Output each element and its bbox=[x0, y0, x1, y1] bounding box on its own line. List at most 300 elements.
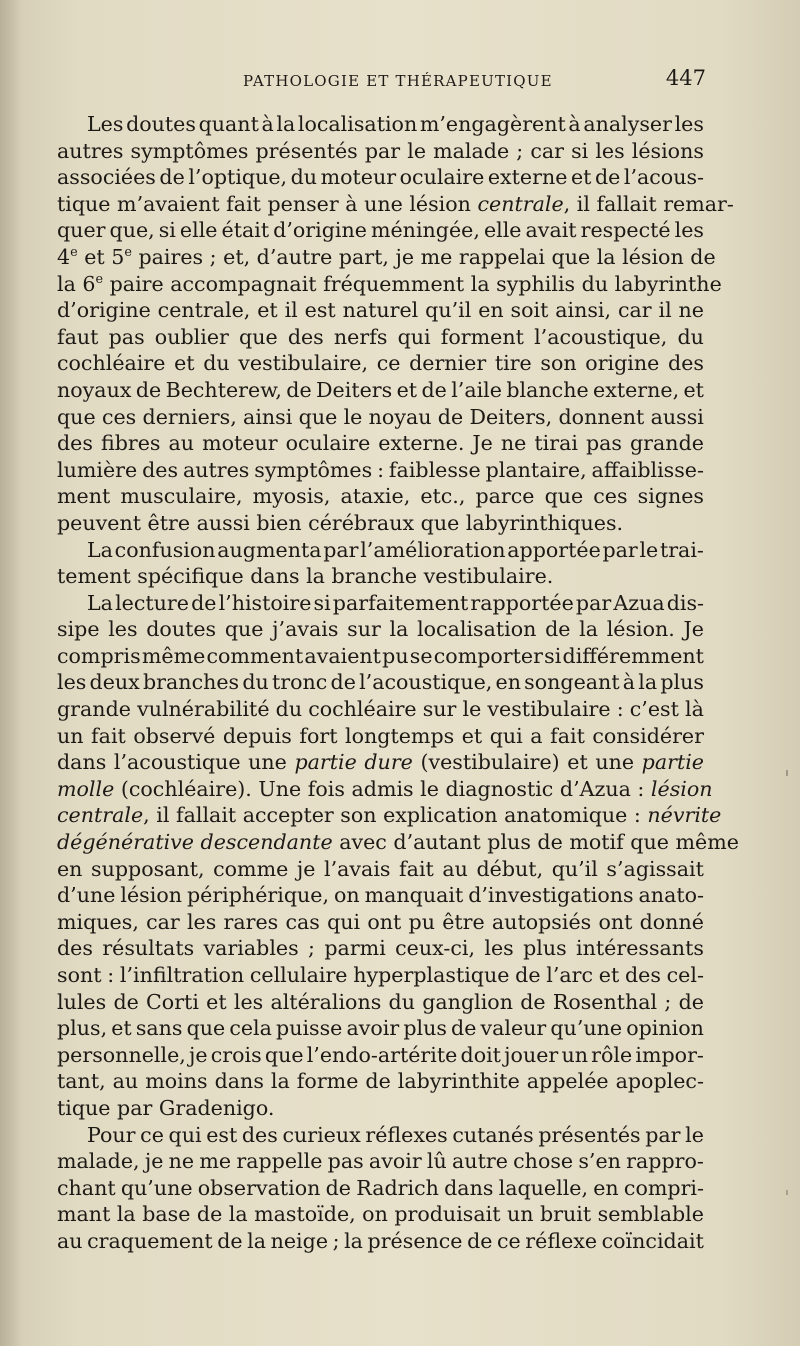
text-word: Deiters bbox=[316, 377, 393, 402]
text-word: cellulaire bbox=[249, 963, 348, 987]
text-word: donnent bbox=[558, 404, 645, 429]
text-word: tire bbox=[494, 351, 532, 376]
text-word: en bbox=[593, 1175, 619, 1200]
text-word: avaient bbox=[304, 643, 381, 668]
text-word: que bbox=[264, 1042, 304, 1067]
text-word: je bbox=[189, 1042, 208, 1067]
text-line bbox=[57, 669, 704, 696]
text-line bbox=[57, 882, 704, 909]
text-line bbox=[57, 590, 704, 617]
text-word: variables bbox=[203, 936, 299, 961]
text-word: plus bbox=[523, 936, 567, 961]
text-word: mastoïde, bbox=[254, 1202, 356, 1227]
text-word: du bbox=[275, 697, 303, 722]
text-line bbox=[57, 138, 704, 165]
text-word: l’avais bbox=[324, 856, 391, 881]
text-word: tant, bbox=[57, 1069, 106, 1094]
text-word: plus bbox=[660, 670, 704, 695]
text-word: observé bbox=[133, 723, 216, 748]
text-word: malade, bbox=[57, 1149, 140, 1174]
text-line bbox=[57, 962, 704, 989]
text-word: pu bbox=[408, 909, 435, 934]
text-word: : bbox=[107, 963, 115, 987]
text-word: qu’une bbox=[550, 1016, 623, 1041]
text-word: ce bbox=[497, 1228, 521, 1253]
text-word: lû bbox=[426, 1149, 447, 1174]
text-word: Les bbox=[87, 112, 124, 136]
text-word: la bbox=[116, 1202, 136, 1227]
text-word: doit bbox=[460, 1042, 501, 1067]
text-word: songeant bbox=[524, 670, 620, 695]
text-word: méningée, bbox=[370, 218, 480, 243]
text-word: origine bbox=[585, 351, 660, 376]
text-word: grande bbox=[57, 697, 131, 722]
text-word: de bbox=[678, 989, 704, 1014]
text-word: cochléaire bbox=[308, 697, 417, 722]
text-word: l’acoustique, bbox=[359, 670, 493, 695]
text-word: réflexes bbox=[365, 1122, 448, 1147]
text-segment: la 6 bbox=[57, 271, 96, 296]
italic-text: névrite bbox=[647, 803, 722, 828]
text-word: qui bbox=[397, 324, 431, 349]
text-word: périphérique, bbox=[186, 883, 329, 908]
text-word: ont bbox=[367, 909, 402, 934]
text-segment: (cochléaire). Une fois admis le diagnostic d’Azua : bbox=[114, 776, 651, 801]
text-segment: dans l’acoustique une bbox=[57, 750, 295, 775]
text-word: bruit bbox=[540, 1202, 592, 1227]
italic-text: centrale bbox=[477, 191, 564, 216]
text-word: Je bbox=[683, 617, 704, 642]
text-word: si bbox=[544, 643, 562, 668]
text-word: naturel bbox=[342, 298, 419, 323]
text-word: valeur bbox=[480, 1016, 547, 1041]
text-word: l’aile bbox=[451, 377, 502, 402]
text-word: lumière bbox=[57, 457, 138, 482]
text-word: l’arc bbox=[546, 963, 594, 987]
text-word: les bbox=[484, 936, 514, 961]
text-line bbox=[57, 111, 704, 138]
text-word: qu’il bbox=[551, 856, 598, 881]
text-word: si bbox=[571, 138, 589, 163]
text-word: que bbox=[239, 324, 278, 349]
text-segment: , il fallait remar- bbox=[563, 191, 734, 216]
text-word: j’avais bbox=[272, 617, 339, 642]
text-segment: (vestibulaire) et une bbox=[412, 750, 642, 775]
text-segment: peuvent être aussi bien cérébraux que labyrinthiques. bbox=[57, 510, 624, 535]
text-word: de bbox=[191, 590, 217, 615]
text-line bbox=[57, 696, 704, 723]
text-word: présentés bbox=[538, 1122, 641, 1147]
text-word: appelée bbox=[526, 1069, 609, 1094]
text-word: fort bbox=[299, 723, 338, 748]
text-word: supposant, bbox=[91, 856, 205, 881]
text-word: à bbox=[261, 112, 274, 136]
text-word: avoir bbox=[368, 1149, 422, 1174]
text-word: myosis, bbox=[252, 484, 331, 509]
text-line bbox=[57, 537, 704, 564]
text-word: externe, bbox=[593, 377, 680, 402]
superscript: e bbox=[124, 245, 132, 261]
text-word: cutanés bbox=[452, 1122, 534, 1147]
text-word: présentés bbox=[255, 138, 358, 163]
text-word: l’infiltration bbox=[119, 963, 245, 987]
page-gutter-shadow bbox=[0, 0, 22, 1346]
text-word: autres bbox=[182, 457, 250, 482]
text-word: le bbox=[462, 697, 482, 722]
text-word: des bbox=[57, 431, 93, 456]
italic-text: centrale bbox=[57, 803, 144, 828]
text-line bbox=[57, 909, 704, 936]
text-word: ne bbox=[678, 298, 704, 323]
text-word: je bbox=[296, 856, 316, 881]
text-word: m’engagèrent bbox=[419, 112, 566, 136]
text-line bbox=[57, 1201, 704, 1228]
text-word: personnelle, bbox=[57, 1042, 186, 1067]
text-word: l’amélioration bbox=[360, 537, 506, 562]
text-word: crois bbox=[210, 1042, 262, 1067]
text-word: Pour bbox=[87, 1122, 136, 1147]
text-word: dernier bbox=[409, 351, 487, 376]
text-segment: paires ; et, d’autre part, je me rappelai que la lésion de bbox=[131, 244, 716, 269]
text-word: du bbox=[388, 989, 415, 1014]
text-word: la bbox=[276, 112, 296, 136]
text-word: vestibulaire, bbox=[238, 351, 369, 376]
text-word: depuis bbox=[222, 723, 292, 748]
text-word: manquait bbox=[364, 883, 464, 908]
text-word: ont bbox=[598, 909, 633, 934]
text-word: que bbox=[57, 404, 96, 429]
text-line bbox=[57, 510, 704, 537]
text-word: aussi bbox=[650, 404, 704, 429]
text-word: : bbox=[377, 457, 385, 482]
text-word: noyaux bbox=[57, 377, 132, 402]
text-word: faut bbox=[57, 324, 99, 349]
text-word: centrale, bbox=[157, 298, 251, 323]
text-word: de bbox=[286, 377, 312, 402]
italic-text: partie dure bbox=[294, 750, 413, 775]
text-line bbox=[57, 271, 722, 298]
text-word: plus, bbox=[57, 1016, 108, 1041]
text-word: considérer bbox=[592, 723, 704, 748]
body-text bbox=[57, 111, 739, 1255]
text-line bbox=[57, 430, 704, 457]
text-line bbox=[57, 749, 704, 776]
text-word: là bbox=[685, 697, 704, 722]
text-word: mant bbox=[57, 1202, 111, 1227]
text-word: semblable bbox=[597, 1202, 704, 1227]
text-word: vestibulaire bbox=[487, 697, 611, 722]
text-word: s’en bbox=[578, 1149, 621, 1174]
text-word: à bbox=[622, 670, 636, 695]
text-word: plus bbox=[403, 1016, 447, 1041]
text-word: faiblesse bbox=[388, 457, 481, 482]
text-word: malade bbox=[433, 138, 510, 163]
text-word: et bbox=[461, 723, 483, 748]
text-word: lules bbox=[57, 989, 107, 1014]
text-word: branches bbox=[143, 670, 240, 695]
text-word: de bbox=[515, 963, 541, 987]
text-word: chant bbox=[57, 1175, 116, 1200]
italic-text: partie bbox=[641, 750, 704, 775]
text-line bbox=[57, 457, 704, 484]
text-line bbox=[57, 377, 704, 404]
text-word: grande bbox=[630, 431, 704, 456]
text-word: dans bbox=[444, 1175, 494, 1200]
text-line bbox=[57, 616, 704, 643]
text-line bbox=[57, 404, 704, 431]
text-word: ; bbox=[664, 989, 672, 1014]
text-word: ; bbox=[308, 936, 315, 961]
text-line bbox=[57, 829, 739, 856]
text-segment: et 5 bbox=[77, 244, 125, 269]
text-line bbox=[57, 1175, 704, 1202]
text-word: que bbox=[186, 1016, 226, 1041]
text-word: et bbox=[257, 298, 278, 323]
text-word: par bbox=[364, 138, 401, 163]
text-word: l’acous- bbox=[623, 165, 704, 190]
text-word: ainsi bbox=[243, 404, 293, 429]
text-word: quant bbox=[198, 112, 259, 136]
text-word: l’endo-artérite bbox=[306, 1042, 458, 1067]
text-word: autres bbox=[57, 138, 124, 163]
text-word: puisse bbox=[276, 1016, 343, 1041]
text-segment: tique m’avaient fait penser à une lésion bbox=[57, 191, 478, 216]
text-line bbox=[57, 935, 704, 962]
text-word: plantaire, bbox=[485, 457, 587, 482]
text-word: je bbox=[144, 1149, 164, 1174]
text-word: intéressants bbox=[576, 936, 704, 961]
text-word: il bbox=[658, 298, 672, 323]
text-word: longtemps bbox=[345, 723, 455, 748]
text-word: lésions bbox=[631, 138, 704, 163]
text-word: et bbox=[206, 989, 227, 1014]
text-word: qui bbox=[327, 909, 361, 934]
edge-mark bbox=[786, 1190, 788, 1195]
text-word: avait bbox=[525, 218, 577, 243]
text-segment: tique par Gradenigo. bbox=[57, 1095, 275, 1120]
text-word: donné bbox=[639, 909, 704, 934]
text-word: ne bbox=[500, 431, 527, 456]
text-word: craquement bbox=[87, 1228, 213, 1253]
text-word: cas bbox=[285, 909, 320, 934]
text-word: de bbox=[437, 404, 464, 429]
text-word: symptômes bbox=[254, 457, 373, 482]
italic-text: molle bbox=[57, 776, 115, 801]
text-word: que bbox=[298, 404, 338, 429]
text-word: les bbox=[57, 670, 87, 695]
text-word: quer bbox=[57, 218, 106, 243]
text-word: de bbox=[594, 165, 621, 190]
text-word: les bbox=[674, 218, 704, 243]
text-word: labyrinthite bbox=[397, 1069, 520, 1094]
text-word: car bbox=[617, 298, 652, 323]
text-word: rappro- bbox=[626, 1149, 704, 1174]
text-word: à bbox=[568, 112, 581, 136]
text-word: moins bbox=[145, 1069, 208, 1094]
text-word: si bbox=[313, 590, 331, 615]
text-word: dans bbox=[214, 1069, 264, 1094]
text-word: pas bbox=[585, 431, 622, 456]
text-word: qui bbox=[489, 723, 523, 748]
text-word: cela bbox=[229, 1016, 272, 1041]
text-word: curieux bbox=[282, 1122, 361, 1147]
text-word: de bbox=[135, 377, 162, 402]
text-word: cochléaire bbox=[57, 351, 166, 376]
text-word: de bbox=[330, 670, 356, 695]
text-word: Deiters, bbox=[469, 404, 553, 429]
text-word: un bbox=[57, 723, 84, 748]
text-word: Bechterew, bbox=[165, 377, 282, 402]
text-word: : bbox=[616, 697, 624, 722]
text-word: ataxie, bbox=[340, 484, 411, 509]
text-word: par bbox=[602, 537, 638, 562]
text-word: produisait bbox=[394, 1202, 501, 1227]
text-line bbox=[57, 297, 704, 324]
text-word: le bbox=[685, 1122, 704, 1147]
text-word: rappelle bbox=[236, 1149, 323, 1174]
text-word: au bbox=[112, 1069, 139, 1094]
text-word: deux bbox=[89, 670, 140, 695]
text-word: c’est bbox=[629, 697, 679, 722]
text-word: elle bbox=[179, 218, 218, 243]
text-word: par bbox=[323, 537, 359, 562]
text-word: oculaire bbox=[399, 165, 485, 190]
text-word: autre bbox=[452, 1149, 508, 1174]
text-word: les bbox=[233, 989, 264, 1014]
text-word: la bbox=[270, 1069, 290, 1094]
text-word: les bbox=[108, 617, 138, 642]
text-word: en bbox=[495, 670, 521, 695]
text-line bbox=[57, 191, 734, 218]
text-word: on bbox=[333, 883, 360, 908]
text-word: d’une bbox=[57, 883, 116, 908]
text-word: au bbox=[442, 856, 468, 881]
text-word: ganglion bbox=[422, 989, 513, 1014]
text-word: qui bbox=[168, 1122, 202, 1147]
text-word: La bbox=[87, 590, 113, 615]
text-word: respecté bbox=[580, 218, 671, 243]
text-word: l’acoustique, bbox=[534, 324, 668, 349]
text-word: opinion bbox=[626, 1016, 704, 1041]
text-line bbox=[57, 350, 704, 377]
text-word: est bbox=[206, 1122, 238, 1147]
text-word: fait bbox=[550, 723, 585, 748]
text-word: qu’une bbox=[120, 1175, 193, 1200]
text-word: compris bbox=[57, 643, 141, 668]
text-word: trai- bbox=[659, 537, 704, 562]
text-word: d’origine bbox=[57, 298, 151, 323]
text-line bbox=[57, 989, 704, 1016]
text-word: ces bbox=[593, 484, 628, 509]
text-line bbox=[57, 563, 704, 590]
text-word: Rosenthal bbox=[552, 989, 658, 1014]
text-word: des bbox=[624, 963, 661, 987]
text-word: au bbox=[168, 431, 195, 456]
text-word: résultats bbox=[102, 936, 195, 961]
text-word: il bbox=[284, 298, 298, 323]
text-word: du bbox=[242, 670, 269, 695]
text-word: observation bbox=[197, 1175, 321, 1200]
text-line bbox=[57, 643, 704, 670]
text-word: des bbox=[668, 351, 704, 376]
text-word: coïncidait bbox=[601, 1228, 704, 1253]
text-line bbox=[57, 483, 704, 510]
text-word: lecture bbox=[115, 590, 189, 615]
text-word: se bbox=[409, 643, 433, 668]
text-line bbox=[57, 776, 713, 803]
text-word: le bbox=[343, 404, 363, 429]
text-word: externe. bbox=[378, 431, 465, 456]
text-word: réflexe bbox=[525, 1228, 598, 1253]
text-word: altéralions bbox=[270, 989, 382, 1014]
text-word: le bbox=[639, 537, 659, 562]
text-line bbox=[57, 1042, 704, 1069]
text-word: neige bbox=[270, 1228, 329, 1253]
text-word: miques, bbox=[57, 909, 139, 934]
text-word: comporter bbox=[433, 643, 543, 668]
text-word: et bbox=[396, 377, 418, 402]
text-word: était bbox=[221, 218, 270, 243]
text-word: des bbox=[287, 324, 324, 349]
text-word: de bbox=[421, 377, 447, 402]
text-word: parfaitement bbox=[332, 590, 469, 615]
text-word: sur bbox=[422, 697, 457, 722]
text-word: les bbox=[595, 138, 625, 163]
text-word: ; bbox=[332, 1228, 340, 1253]
running-title: PATHOLOGIE ET THÉRAPEUTIQUE bbox=[243, 72, 553, 90]
text-word: les bbox=[186, 909, 217, 934]
text-word: car bbox=[530, 138, 564, 163]
text-word: avoir bbox=[346, 1016, 400, 1041]
text-word: même bbox=[141, 643, 206, 668]
text-word: doutes bbox=[126, 112, 196, 136]
text-word: sont bbox=[57, 963, 102, 987]
text-word: La bbox=[87, 537, 113, 562]
text-word: d’investigations bbox=[468, 883, 634, 908]
text-word: ment bbox=[57, 484, 111, 509]
text-word: et bbox=[598, 963, 620, 987]
text-word: impor- bbox=[635, 1042, 704, 1067]
text-word: rares bbox=[223, 909, 279, 934]
text-word: la bbox=[344, 1228, 363, 1253]
text-word: lésion bbox=[120, 883, 182, 908]
text-word: comme bbox=[213, 856, 289, 881]
italic-text: dégénérative descendante bbox=[57, 830, 333, 855]
text-word: le bbox=[407, 138, 427, 163]
text-word: autopsiés bbox=[491, 909, 592, 934]
text-word: apportée bbox=[507, 537, 601, 562]
text-word: la bbox=[228, 1202, 248, 1227]
text-word: musculaire, bbox=[120, 484, 243, 509]
text-line bbox=[57, 1148, 704, 1175]
text-word: ces bbox=[101, 404, 137, 429]
text-word: ceux-ci, bbox=[395, 936, 476, 961]
text-word: de bbox=[520, 989, 546, 1014]
text-line bbox=[57, 1228, 704, 1255]
text-word: de bbox=[545, 617, 571, 642]
page-number: 447 bbox=[665, 66, 706, 90]
text-word: en bbox=[57, 856, 83, 881]
text-word: signes bbox=[637, 484, 704, 509]
text-word: forment bbox=[440, 324, 524, 349]
text-word: par bbox=[575, 590, 612, 615]
text-word: de bbox=[451, 1016, 477, 1041]
text-word: lésion. bbox=[606, 617, 675, 642]
text-word: et bbox=[111, 1016, 132, 1041]
text-segment: paire accompagnait fréquemment la syphilis du labyrinthe bbox=[103, 271, 722, 296]
text-segment: , il fallait accepter son explication anatomique : bbox=[143, 803, 648, 828]
text-word: externe bbox=[487, 165, 568, 190]
